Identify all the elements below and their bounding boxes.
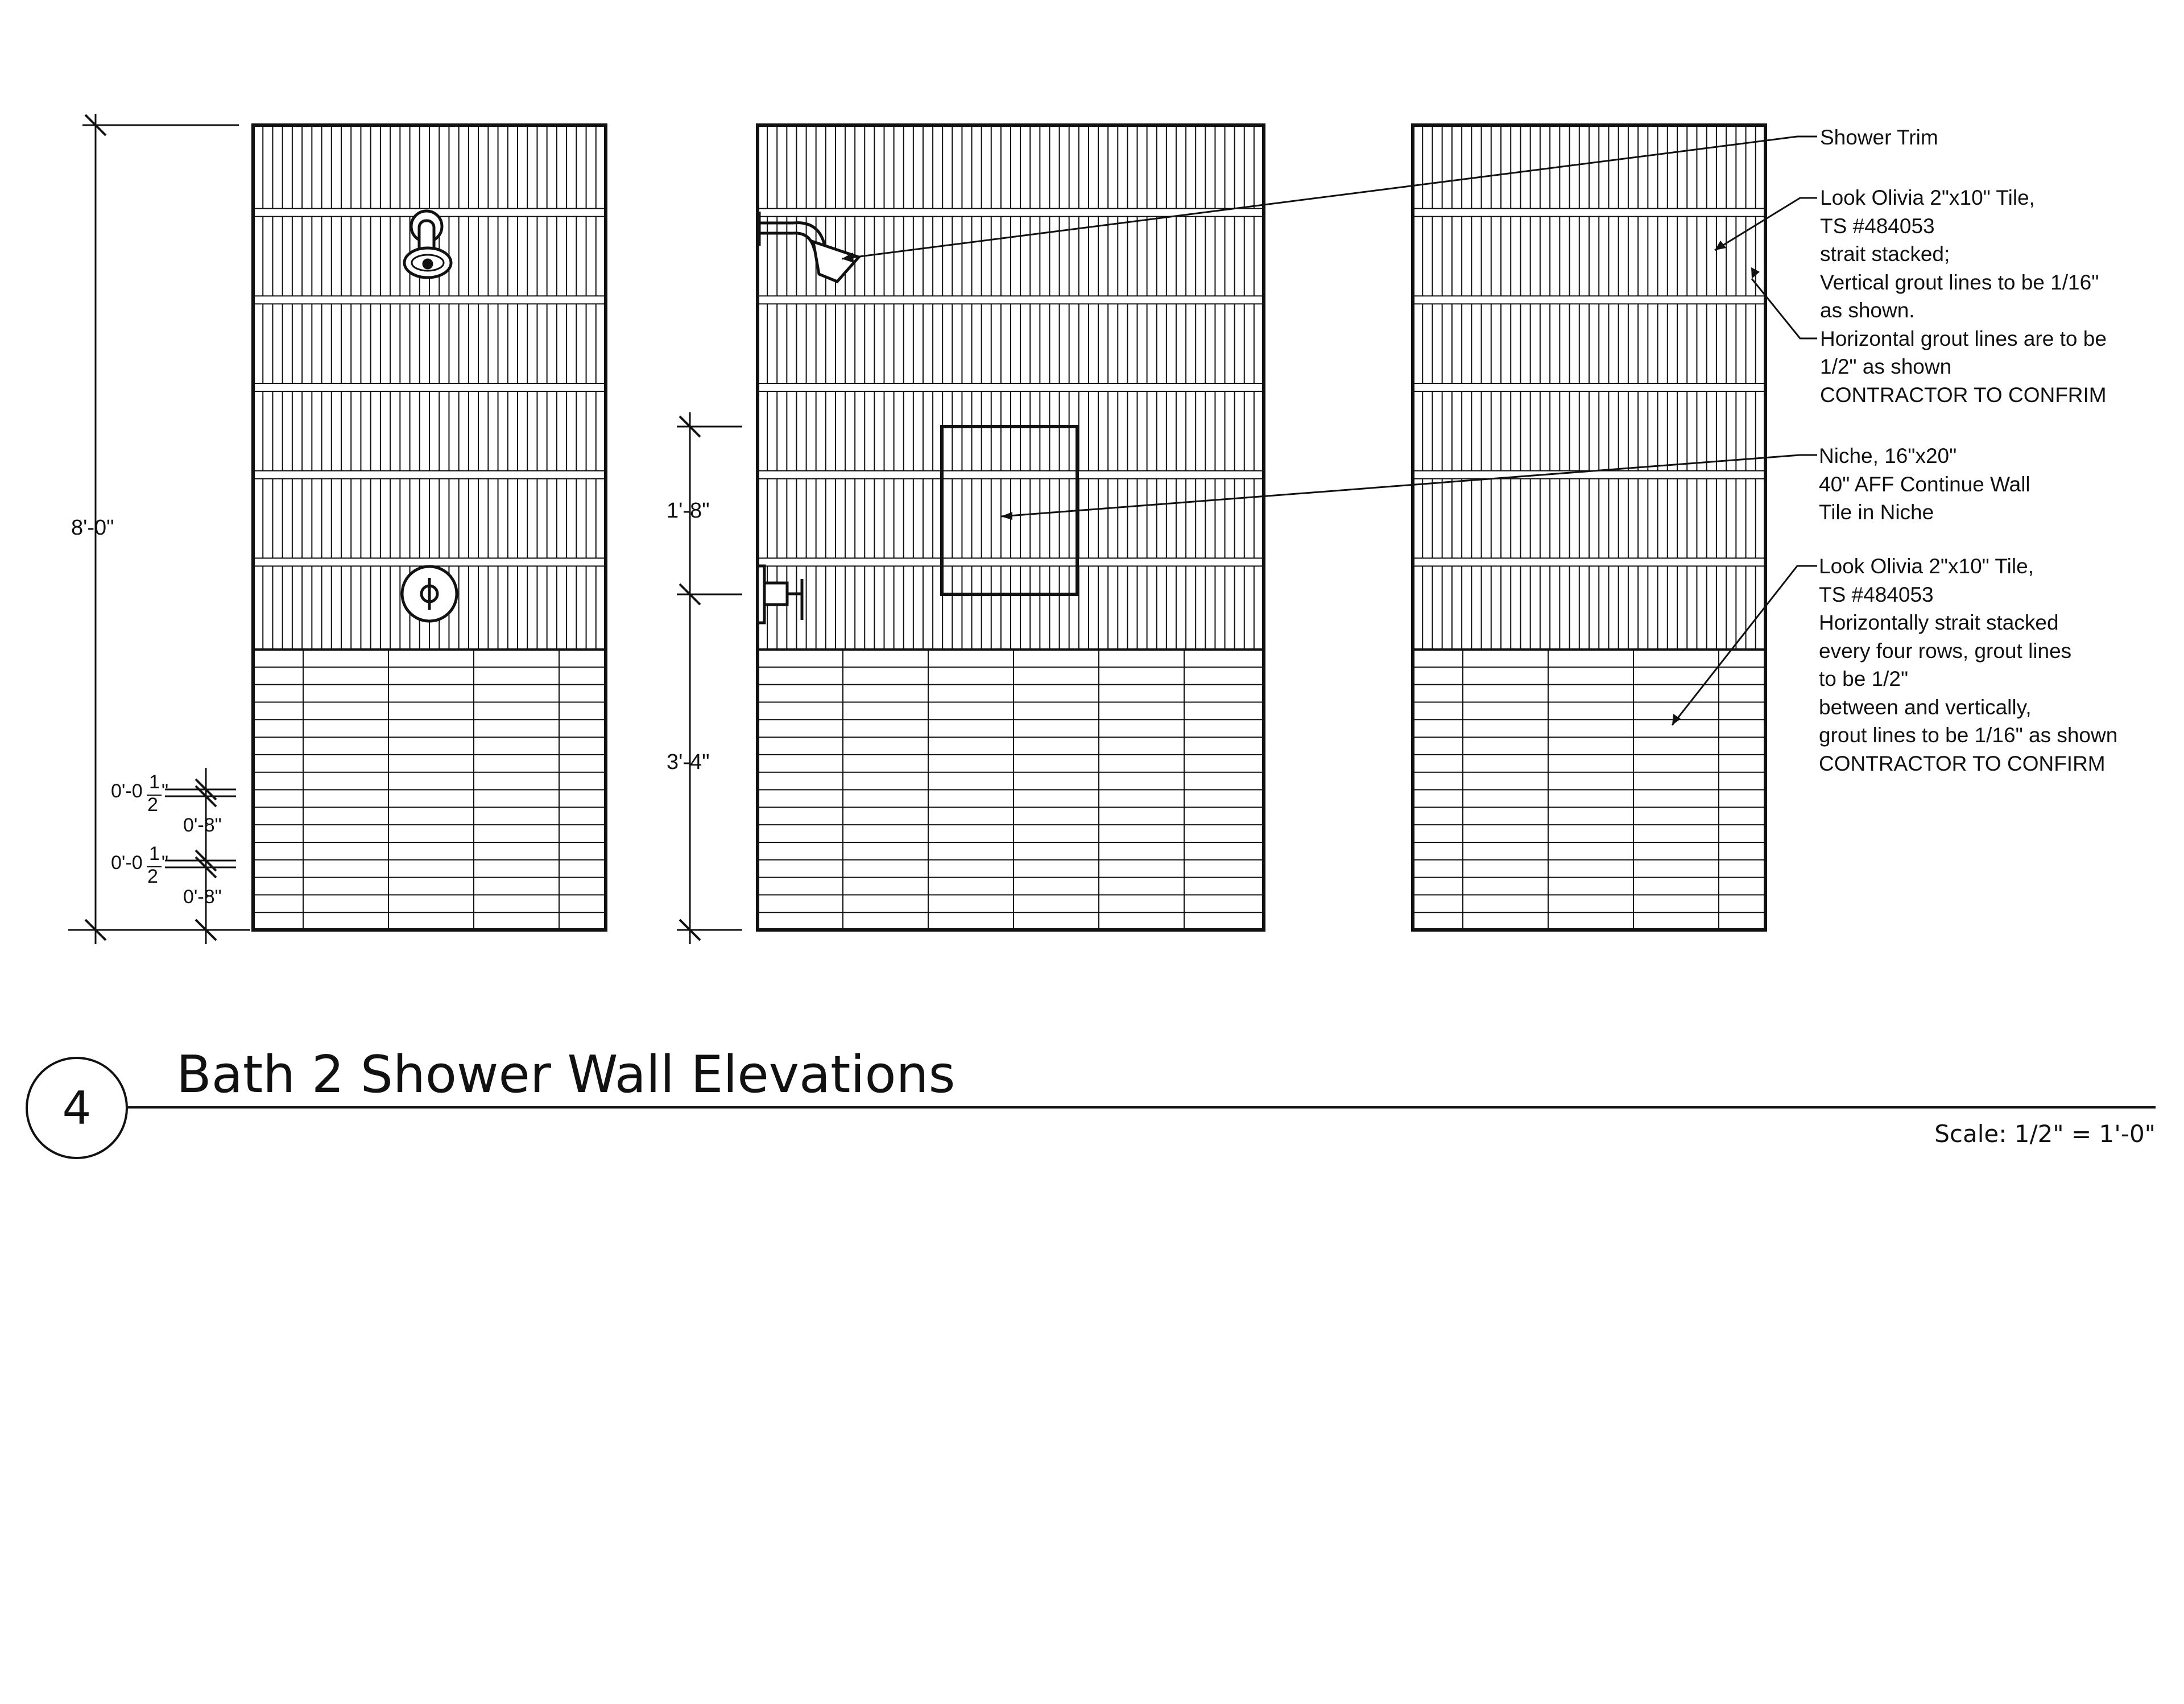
note-line: grout lines to be 1/16" as shown <box>1819 723 2118 747</box>
grout-dimension-upper-text: 0'-0 <box>111 780 143 802</box>
grout-dimension-lower-inch-mark: " <box>162 852 169 874</box>
showerhead-side-icon <box>759 212 859 282</box>
drawing-scale: Scale: 1/2" = 1'-0" <box>1934 1120 2156 1148</box>
note-line: strait stacked; <box>1820 242 1950 266</box>
showerhead-icon <box>404 211 451 278</box>
wall-elevations <box>253 125 1765 930</box>
grout-dimension-lower-numerator: 1 <box>149 843 160 865</box>
note-niche <box>1819 444 2030 524</box>
dimension-lines <box>68 114 742 944</box>
overall-height-dimension: 8'-0" <box>71 516 114 540</box>
tile-grout-band <box>758 296 1264 304</box>
note-line: CONTRACTOR TO CONFRIM <box>1820 383 2107 407</box>
grout-dimension-lower-text: 0'-0 <box>111 852 143 874</box>
grout-dimension-lower-denominator: 2 <box>147 866 158 887</box>
tile-grout-band <box>758 383 1264 391</box>
leader-arrowheads <box>842 241 1760 725</box>
note-line: Niche, 16"x20" <box>1819 444 1957 468</box>
note-line: Look Olivia 2"x10" Tile, <box>1820 186 2035 209</box>
note-line: as shown. <box>1820 299 1915 322</box>
upper-tile-leader-2 <box>1752 279 1817 338</box>
note-line: TS #484053 <box>1819 583 1934 606</box>
niche-sill-dimension: 3'-4" <box>667 750 710 774</box>
note-line: Vertical grout lines to be 1/16" <box>1820 271 2099 294</box>
note-line: to be 1/2" <box>1819 667 1909 690</box>
tile-grout-band <box>253 558 606 566</box>
grout-dimension-upper-denominator: 2 <box>147 794 158 816</box>
shower-trim-leader <box>842 137 1817 259</box>
grout-dimension-upper-inch-mark: " <box>162 780 169 802</box>
tile-grout-band <box>253 471 606 479</box>
note-line: 1/2" as shown <box>1820 355 1952 378</box>
note-line: 40" AFF Continue Wall <box>1819 473 2030 496</box>
tile-grout-band <box>253 296 606 304</box>
tile-grout-band <box>253 383 606 391</box>
tile-grout-band <box>1413 558 1765 566</box>
view-number: 4 <box>62 1082 92 1135</box>
grout-dimension-upper-numerator: 1 <box>149 771 160 793</box>
note-lower-tile <box>1819 555 2117 775</box>
niche-height-dimension: 1'-8" <box>667 499 710 523</box>
note-line: CONTRACTOR TO CONFIRM <box>1819 752 2106 775</box>
note-line: Horizontally strait stacked <box>1819 611 2059 634</box>
drawing-title: Bath 2 Shower Wall Elevations <box>176 1045 956 1105</box>
note-line: between and vertically, <box>1819 696 2032 719</box>
tile-grout-band <box>1413 296 1765 304</box>
drawing-title-block <box>27 1045 2156 1158</box>
note-line: Tile in Niche <box>1819 501 1934 524</box>
note-line: Horizontal grout lines are to be <box>1820 327 2107 350</box>
note-shower-trim-line: Shower Trim <box>1820 126 1938 149</box>
note-upper-tile <box>1820 186 2107 407</box>
lower-tile-leader <box>1672 566 1817 725</box>
grout-dimension-upper <box>111 771 168 816</box>
note-line: every four rows, grout lines <box>1819 639 2072 663</box>
tile-grout-band <box>758 471 1264 479</box>
leader-lines <box>842 137 1817 725</box>
note-line: Look Olivia 2"x10" Tile, <box>1819 555 2034 578</box>
niche-leader <box>1001 455 1817 516</box>
note-line: TS #484053 <box>1820 214 1935 238</box>
tile-grout-band <box>1413 383 1765 391</box>
note-shower-trim <box>1820 126 1938 149</box>
shower-valve-side-icon <box>758 566 802 623</box>
shower-valve-icon <box>402 566 457 621</box>
grout-dimension-lower <box>111 843 168 887</box>
tile-grout-band <box>758 558 1264 566</box>
tile-grout-band <box>1413 209 1765 217</box>
row-height-dimension-upper: 0'-8" <box>183 814 222 836</box>
row-height-dimension-lower: 0'-8" <box>183 886 222 908</box>
